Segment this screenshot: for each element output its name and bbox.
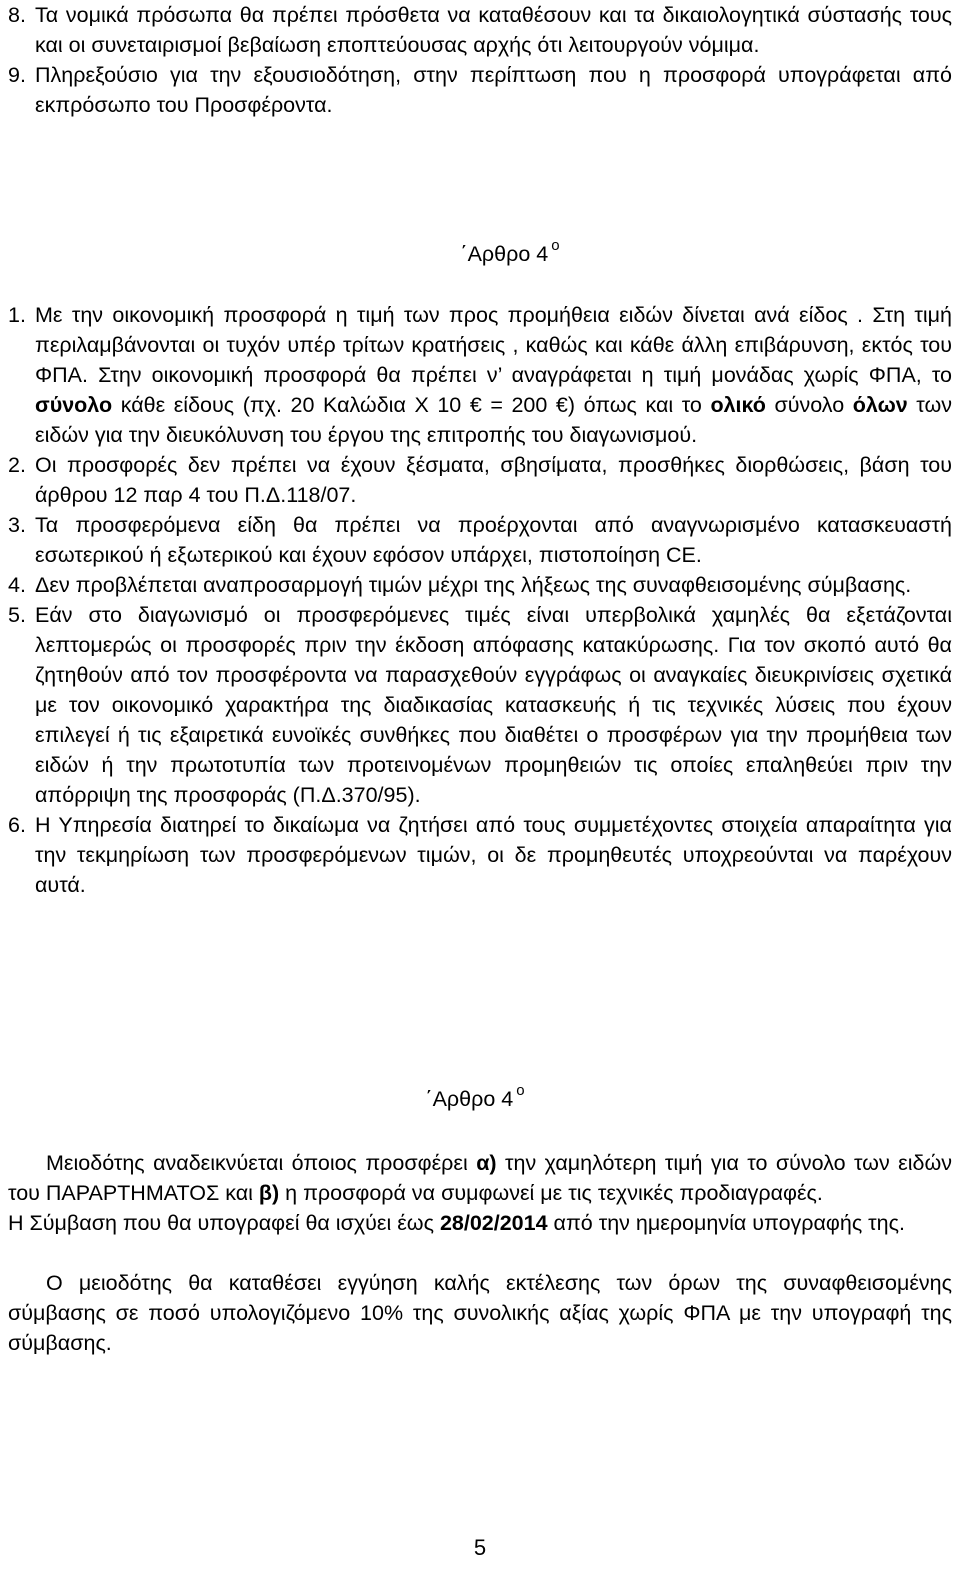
item-text: Εάν στο διαγωνισμό οι προσφερόμενες τιμές είναι υπερβολικά χαμηλές θα εξετάζονται λεπτομερώς οι προσφορές πριν την έκδοση απόφασης κατακύρωσης. Για τον σκοπό αυτό θα ζητηθούν από τον προσφέροντα να παρασχεθούν εγγράφως οι αναγκαίες διευκρινίσεις σχετικά με τον οικονομικό χαρακτήρα της διαδικασίας κατασκευής ή τις τεχνικές λύσεις που έχουν επιλεγεί ή τις εξαιρετικά ευνοϊκές συνθήκες που διαθέτει ο προσφέρων για την προμήθεια των ειδών ή την πρωτοτυπία των προτεινομένων προμηθειών τις οποίες επαληθεύει πριν την απόρριψη της προσφοράς (Π.Δ.370/95). (35, 603, 952, 807)
list-item-4 (8, 570, 952, 600)
item-text-part: κάθε είδους (πχ. 20 Καλώδια Χ 10 € = 200 €) όπως και το (112, 393, 711, 417)
item-text: Τα προσφερόμενα είδη θα πρέπει να προέρχονται από αναγνωρισμένο κατασκευαστή εσωτερικού ή εξωτερικού και έχουν εφόσον υπάρχει, πιστοποίηση CE. (35, 513, 952, 567)
article-heading-superscript: ο (551, 237, 560, 254)
item-text-bold: όλων (852, 393, 908, 417)
item-number: 2. (8, 453, 26, 477)
list-item-2 (8, 450, 952, 510)
article-heading (0, 1082, 960, 1112)
item-text: Οι προσφορές δεν πρέπει να έχουν ξέσματα, σβησίματα, προσθήκες διορθώσεις, βάση του άρθρου 12 παρ 4 του Π.Δ.118/07. (35, 453, 952, 507)
paragraph-text-part: την χαμηλότερη τιμή για το σύνολο των ειδών του ΠΑΡΑΡΤΗΜΑΤΟΣ και (8, 1151, 953, 1205)
paragraph-text-part: Μειοδότης αναδεικνύεται όποιος προσφέρει (46, 1151, 477, 1175)
item-text: Πληρεξούσιο για την εξουσιοδότηση, στην περίπτωση που η προσφορά υπογράφεται από εκπρόσωπο του Προσφέροντα. (35, 63, 952, 117)
item-number: 1. (8, 303, 26, 327)
item-text: Τα νομικά πρόσωπα θα πρέπει πρόσθετα να καταθέσουν και τα δικαιολογητικά σύστασής τους και οι συνεταιρισμοί βεβαίωση εποπτεύουσας αρχής ότι λειτουργούν νόμιμα. (35, 3, 952, 57)
paragraph-text-part: από την ημερομηνία υπογραφής της. (547, 1211, 905, 1235)
list-item-9 (8, 60, 952, 120)
item-text: Η Υπηρεσία διατηρεί το δικαίωμα να ζητήσει από τους συμμετέχοντες στοιχεία απαραίτητα για την τεκμηρίωση των προσφερόμενων τιμών, οι δε προμηθευτές υποχρεούνται να παρέχουν αυτά. (35, 813, 952, 897)
list-item-3 (8, 510, 952, 570)
paragraph-text-bold: β) (258, 1181, 280, 1205)
item-number: 9. (8, 63, 26, 87)
item-text-part: σύνολο (765, 393, 853, 417)
article-body (8, 1148, 952, 1358)
list-item-8 (8, 0, 952, 60)
page-number: 5 (473, 1535, 487, 1560)
list-top (8, 0, 952, 120)
paragraph-text-part: η προσφορά να συμφωνεί με τις τεχνικές προδιαγραφές. (279, 1181, 823, 1205)
item-text-part: των ειδών για την διευκόλυνση του έργου της επιτροπής του διαγωνισμού. (35, 393, 953, 447)
item-number: 3. (8, 513, 26, 537)
article-heading-text: ΄Αρθρο 4 (425, 1087, 514, 1112)
article-heading-text: ΄Αρθρο 4 (460, 242, 549, 267)
item-number: 8. (8, 3, 26, 27)
item-text-bold: ολικό (710, 393, 766, 417)
item-text-part: Με την οικονομική προσφορά η τιμή των προς προμήθεια ειδών δίνεται ανά είδος . Στη τιμή περιλαμβάνονται οι τυχόν υπέρ τρίτων κρατήσεις , καθώς και κάθε άλλη επιβάρυνση, εκτός του ΦΠΑ. Στην οικονομική προσφορά θα πρέπει ν’ αναγράφεται η τιμή μονάδας χωρίς ΦΠΑ, το (35, 303, 952, 387)
item-number: 4. (8, 573, 26, 597)
list-item-1 (8, 300, 953, 450)
item-text-bold: σύνολο (35, 393, 113, 417)
list-main (8, 300, 953, 900)
paragraph-contract (8, 1208, 952, 1238)
item-text: Δεν προβλέπεται αναπροσαρμογή τιμών μέχρι της λήξεως της συναφθεισομένης σύμβασης. (35, 573, 912, 597)
paragraph-text-bold: α) (476, 1151, 497, 1175)
list-item-6 (8, 810, 952, 900)
paragraph-text-part: Η Σύμβαση που θα υπογραφεί θα ισχύει έως (8, 1211, 440, 1235)
paragraph-text-bold: 28/02/2014 (439, 1211, 548, 1235)
article-heading-superscript: ο (516, 1082, 525, 1099)
paragraph-winner (8, 1148, 952, 1208)
item-number: 6. (8, 813, 26, 837)
article-heading (60, 237, 960, 267)
item-number: 5. (8, 603, 26, 627)
list-item-5 (8, 600, 952, 810)
paragraph-guarantee: Ο μειοδότης θα καταθέσει εγγύηση καλής εκτέλεσης των όρων της συναφθεισομένης σύμβασης σε ποσό υπολογιζόμενο 10% της συνολικής αξίας χωρίς ΦΠΑ με την υπογραφή της σύμβασης. (8, 1271, 952, 1355)
